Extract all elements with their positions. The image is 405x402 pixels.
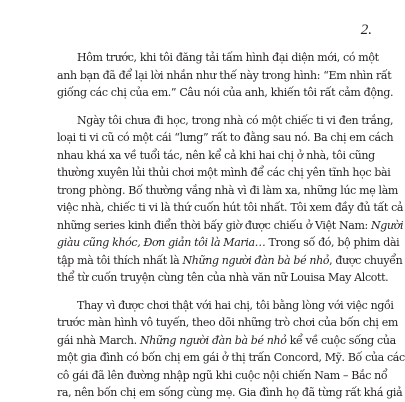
text-span: Trong số đó, bộ phim dài — [265, 236, 400, 249]
text-span: Thay vì được chơi thật với hai chị, tôi bằng lòng với việc ngồi — [77, 298, 394, 312]
text-span: thể từ cuốn truyện cùng tên của nhà văn nữ Louisa May Alcott. — [57, 271, 389, 284]
italic-title-span: giàu cũng khóc, Đơn giản tôi là Maria… — [57, 236, 266, 249]
text-line — [57, 164, 391, 182]
body-text — [57, 49, 405, 402]
text-span: giống các chị của em.” Câu nói của anh, khiến tôi rất cảm động. — [57, 86, 394, 99]
text-span: kể về cuộc sống của — [286, 333, 396, 347]
paragraph-gap — [57, 287, 369, 297]
text-span: loại ti vi cũ có một cái “lưng” rất to đằng sau nó. Ba chị em cách — [57, 131, 394, 144]
text-line — [57, 384, 403, 402]
text-span: những series kinh điển thời bấy giờ được chiếu ở Việt Nam: — [57, 218, 372, 232]
paragraph — [57, 112, 404, 287]
italic-title-span: Người — [371, 218, 404, 232]
text-line — [57, 67, 392, 85]
text-span: , được chuyển — [329, 253, 403, 267]
text-line — [57, 314, 398, 332]
text-line — [57, 297, 394, 315]
text-span: Ngày tôi chưa đi học, trong nhà có một chiếc ti vi đen trắng, — [77, 113, 394, 127]
text-line — [57, 147, 375, 165]
text-line — [57, 332, 396, 350]
text-line — [57, 84, 394, 102]
text-span: gái nhà March. — [57, 333, 140, 347]
chapter-number: 2. — [360, 22, 372, 38]
italic-title-span: Những người đàn bà bé nhỏ — [182, 253, 330, 267]
text-span: Hôm trước, khi tôi đăng tải tấm hình đại diện mới, có một — [77, 51, 379, 64]
text-span: việc nhà, chiếc ti vi là thứ cuốn hút tôi nhất. Tôi xem đầy đủ tất cả — [57, 201, 404, 214]
text-line — [57, 199, 404, 217]
paragraph — [57, 49, 394, 102]
text-line — [57, 349, 405, 367]
text-span: cô gái đã lên đường nhập ngũ khi cuộc nội chiến Nam – Bắc nổ — [57, 368, 388, 382]
text-span: anh bạn đã để lại lời nhắn như thế này trong hình: “Em nhìn rất — [57, 68, 392, 82]
italic-title-span: Những người đàn bà bé nhỏ — [139, 333, 287, 347]
text-line — [57, 217, 404, 235]
text-span: trước màn hình vô tuyến, theo dõi những trò chơi của bốn chị em — [57, 316, 398, 329]
text-span: thường xuyên lủi thủi chơi một mình để các chị yên tĩnh học bài — [57, 166, 391, 179]
text-span: tập mà tôi thích nhất là — [57, 253, 183, 267]
text-line — [57, 129, 394, 147]
text-span: ra, nên bốn chị em sống cùng mẹ. Gia đình họ đã từng rất khá giả — [57, 386, 403, 399]
text-line — [57, 252, 403, 270]
text-line — [57, 112, 394, 130]
text-span: một gia đình có bốn chị em gái ở thị trấn Concord, Mỹ. Bố của các — [57, 351, 405, 364]
paragraph-gap — [57, 102, 369, 112]
text-line — [57, 49, 379, 67]
text-line — [57, 269, 389, 287]
text-line — [57, 234, 400, 252]
text-span: nhau khá xa về tuổi tác, nên kể cả khi hai chị ở nhà, tôi cũng — [57, 148, 375, 162]
paragraph — [57, 297, 405, 402]
text-line — [57, 182, 398, 200]
text-line — [57, 367, 388, 385]
text-span: trong phòng. Bố thường vắng nhà vì đi làm xa, những lúc mẹ làm — [57, 183, 398, 197]
